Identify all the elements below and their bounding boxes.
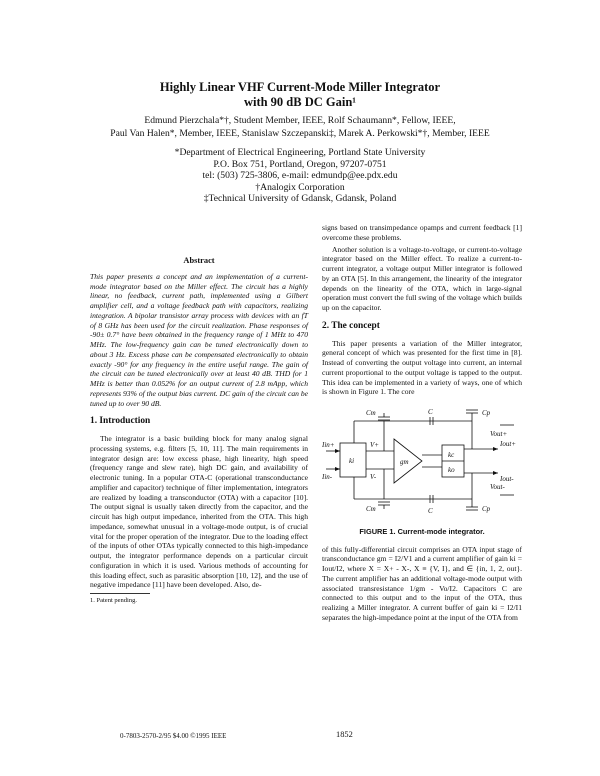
label-c-top: C [428,408,433,416]
label-vout-minus: Vout- [490,483,505,491]
label-kc: kc [448,451,455,459]
figure-1-caption: FIGURE 1. Current-mode integrator. [359,526,485,536]
label-v-minus: V- [370,473,377,481]
intro-heading: 1. Introduction [90,416,151,427]
input-plus-arrow [335,449,340,453]
author-list [60,115,540,140]
title-line-1: Highly Linear VHF Current-Mode Miller Integrator [159,80,441,94]
footer-copyright: 0-7803-2570-2/95 $4.00 ©1995 IEEE [120,732,227,740]
label-v-plus: V+ [370,441,379,449]
figure-1-circuit-diagram [322,403,522,521]
right-intro-paragraph-2: Another solution is a voltage-to-voltage, or current-to-voltage integrator based on the Miller effect. To realize a current-to-current integrator, a voltage output Miller integrator is followed by an OTA [5]. In this arrangement, the linearity of the integrator depends on the linearity of the OTA, which in large-signal operation must convert the full swing of the voltage which builds up on the capacitor. [322,244,522,312]
footnote: 1. Patent pending. [90,593,150,606]
label-cp-bottom: Cp [482,505,491,513]
concept-heading: 2. The concept [322,320,380,331]
label-iout-plus: Iout+ [500,440,516,448]
affiliation-line-5: ‡Technical University of Gdansk, Gdansk, Poland [203,193,397,204]
right-intro-paragraph-1: signs based on transimpedance opamps and current feedback [1] overcome these problems. [322,223,522,242]
label-gm: gm [400,458,409,466]
title-line-2: with 90 dB DC Gain¹ [243,95,357,109]
label-c-bottom: C [428,507,433,515]
affiliations [80,147,520,205]
label-iout-minus: Iout- [500,475,514,483]
affiliation-line-3: tel: (503) 725-3806, e-mail: edmundp@ee.pdx.edu [202,170,398,181]
authors-line-1: Edmund Pierzchala*†, Student Member, IEEE, Rolf Schaumann*, Fellow, IEEE, [144,115,456,126]
label-cm-bottom: Cm [366,505,376,513]
affiliation-line-1: *Department of Electrical Engineering, Portland State University [174,147,426,158]
affiliation-line-2: P.O. Box 751, Portland, Oregon, 97207-0751 [213,158,387,170]
label-iin-minus: Iin- [322,473,333,481]
output-minus-arrow [493,471,498,475]
input-minus-arrow [335,467,340,471]
after-figure-text: of this fully-differential circuit comprises an OTA input stage of transconductance gm = I2/V1 and a current amplifier of gain ki = Iout/I2, where X = X+ - X-, X ≡ {V, I}, and ∈ {in, 1, 2, out}. The current amplifier has an additional voltage-mode output with associated transresistance 1/gm - Vo/I2. Capacitors C are connected to this output and to the input of the OTA, thus realizing a Miller integrator. A current buffer of gain ki = I2/I1 separates the high-impedance point at the input of the OTA from [322,544,522,622]
output-plus-arrow [493,447,498,451]
abstract-text: This paper presents a concept and an implementation of a current-mode integrator based on the Miller effect. The circuit has a highly linear, no feedback, current path, implemented using a Gilbert amplifier cell, and a voltage feedback path with capacitors, realizing integration. A bipolar transistor array process with devices with an fT of 8 GHz has been used for the circuit realization. Phase responses of -90± 0.7° have been obtained in the frequency range of 1 MHz to 470 MHz. The low-frequency gain can be tuned electronically down to about 3 Hz. Excess phase can be compensated electronically to obtain exactly -90° for any frequency in the entire useful range. The gain of the circuit can be tuned electronically over at least 40 dB. THD for 1 MHz is better than 0.052% for an output current of 2.8 mApp, which represents 93% of the output bias current. DC gain of the circuit can be tuned up to over 90 dB. [90,271,308,408]
label-cp-top: Cp [482,409,491,417]
concept-text: This paper presents a variation of the Miller integrator, general concept of which was presented for the first time in [8]. Instead of converting the output voltage into current, an internal current proportional to the output voltage is tapped to the output. This idea can be implemented in a variety of ways, one of which is shown in Figure 1. The core [322,338,522,397]
label-iin-plus: Iin+ [322,441,335,449]
label-vout-plus: Vout+ [490,430,508,438]
affiliation-line-4: †Analogix Corporation [255,181,345,193]
left-column [90,256,308,606]
paper-title [0,80,600,110]
intro-text: The integrator is a basic building block for many analog signal processing systems, e.g. filters [5, 10, 11]. The main requirements in integrator design are: low excess phase, high linearity, high speed (frequency range and slew rate), high DC gain, and availability of electronic tuning. In a popular OTA-C (operational transconductance amplifier and capacitor) technique of filter implementation, integrators are realized by loading a transconductor (OTA) with a capacitor [10]. The output signal is usually taken directly from the capacitor, and the circuit has high output impedance, inherited from the OTA. This high impedance, somewhat unusual in a voltage-mode output, is of crucial vital for the proper operation of the integrator. Due to the loading effect of the inputs of other OTAs typically connected to this high-impedance output, the integrator performance depends on a particular circuit configuration in which it is used. Various methods of accounting for this loading effect, such as parasitic absorption [10, 12], and the use of negative impedance [11] have been developed. Also, de- [90,434,308,590]
label-ki: ki [349,457,355,465]
right-column [322,223,522,623]
authors-line-2: Paul Van Halen*, Member, IEEE, Stanislaw Szczepanski‡, Marek A. Perkowski*†, Member, IEEE [110,127,490,139]
abstract-heading: Abstract [183,256,215,265]
label-ko: ko [448,466,455,474]
label-cm-top: Cm [366,409,376,417]
page-number: 1852 [336,730,353,739]
